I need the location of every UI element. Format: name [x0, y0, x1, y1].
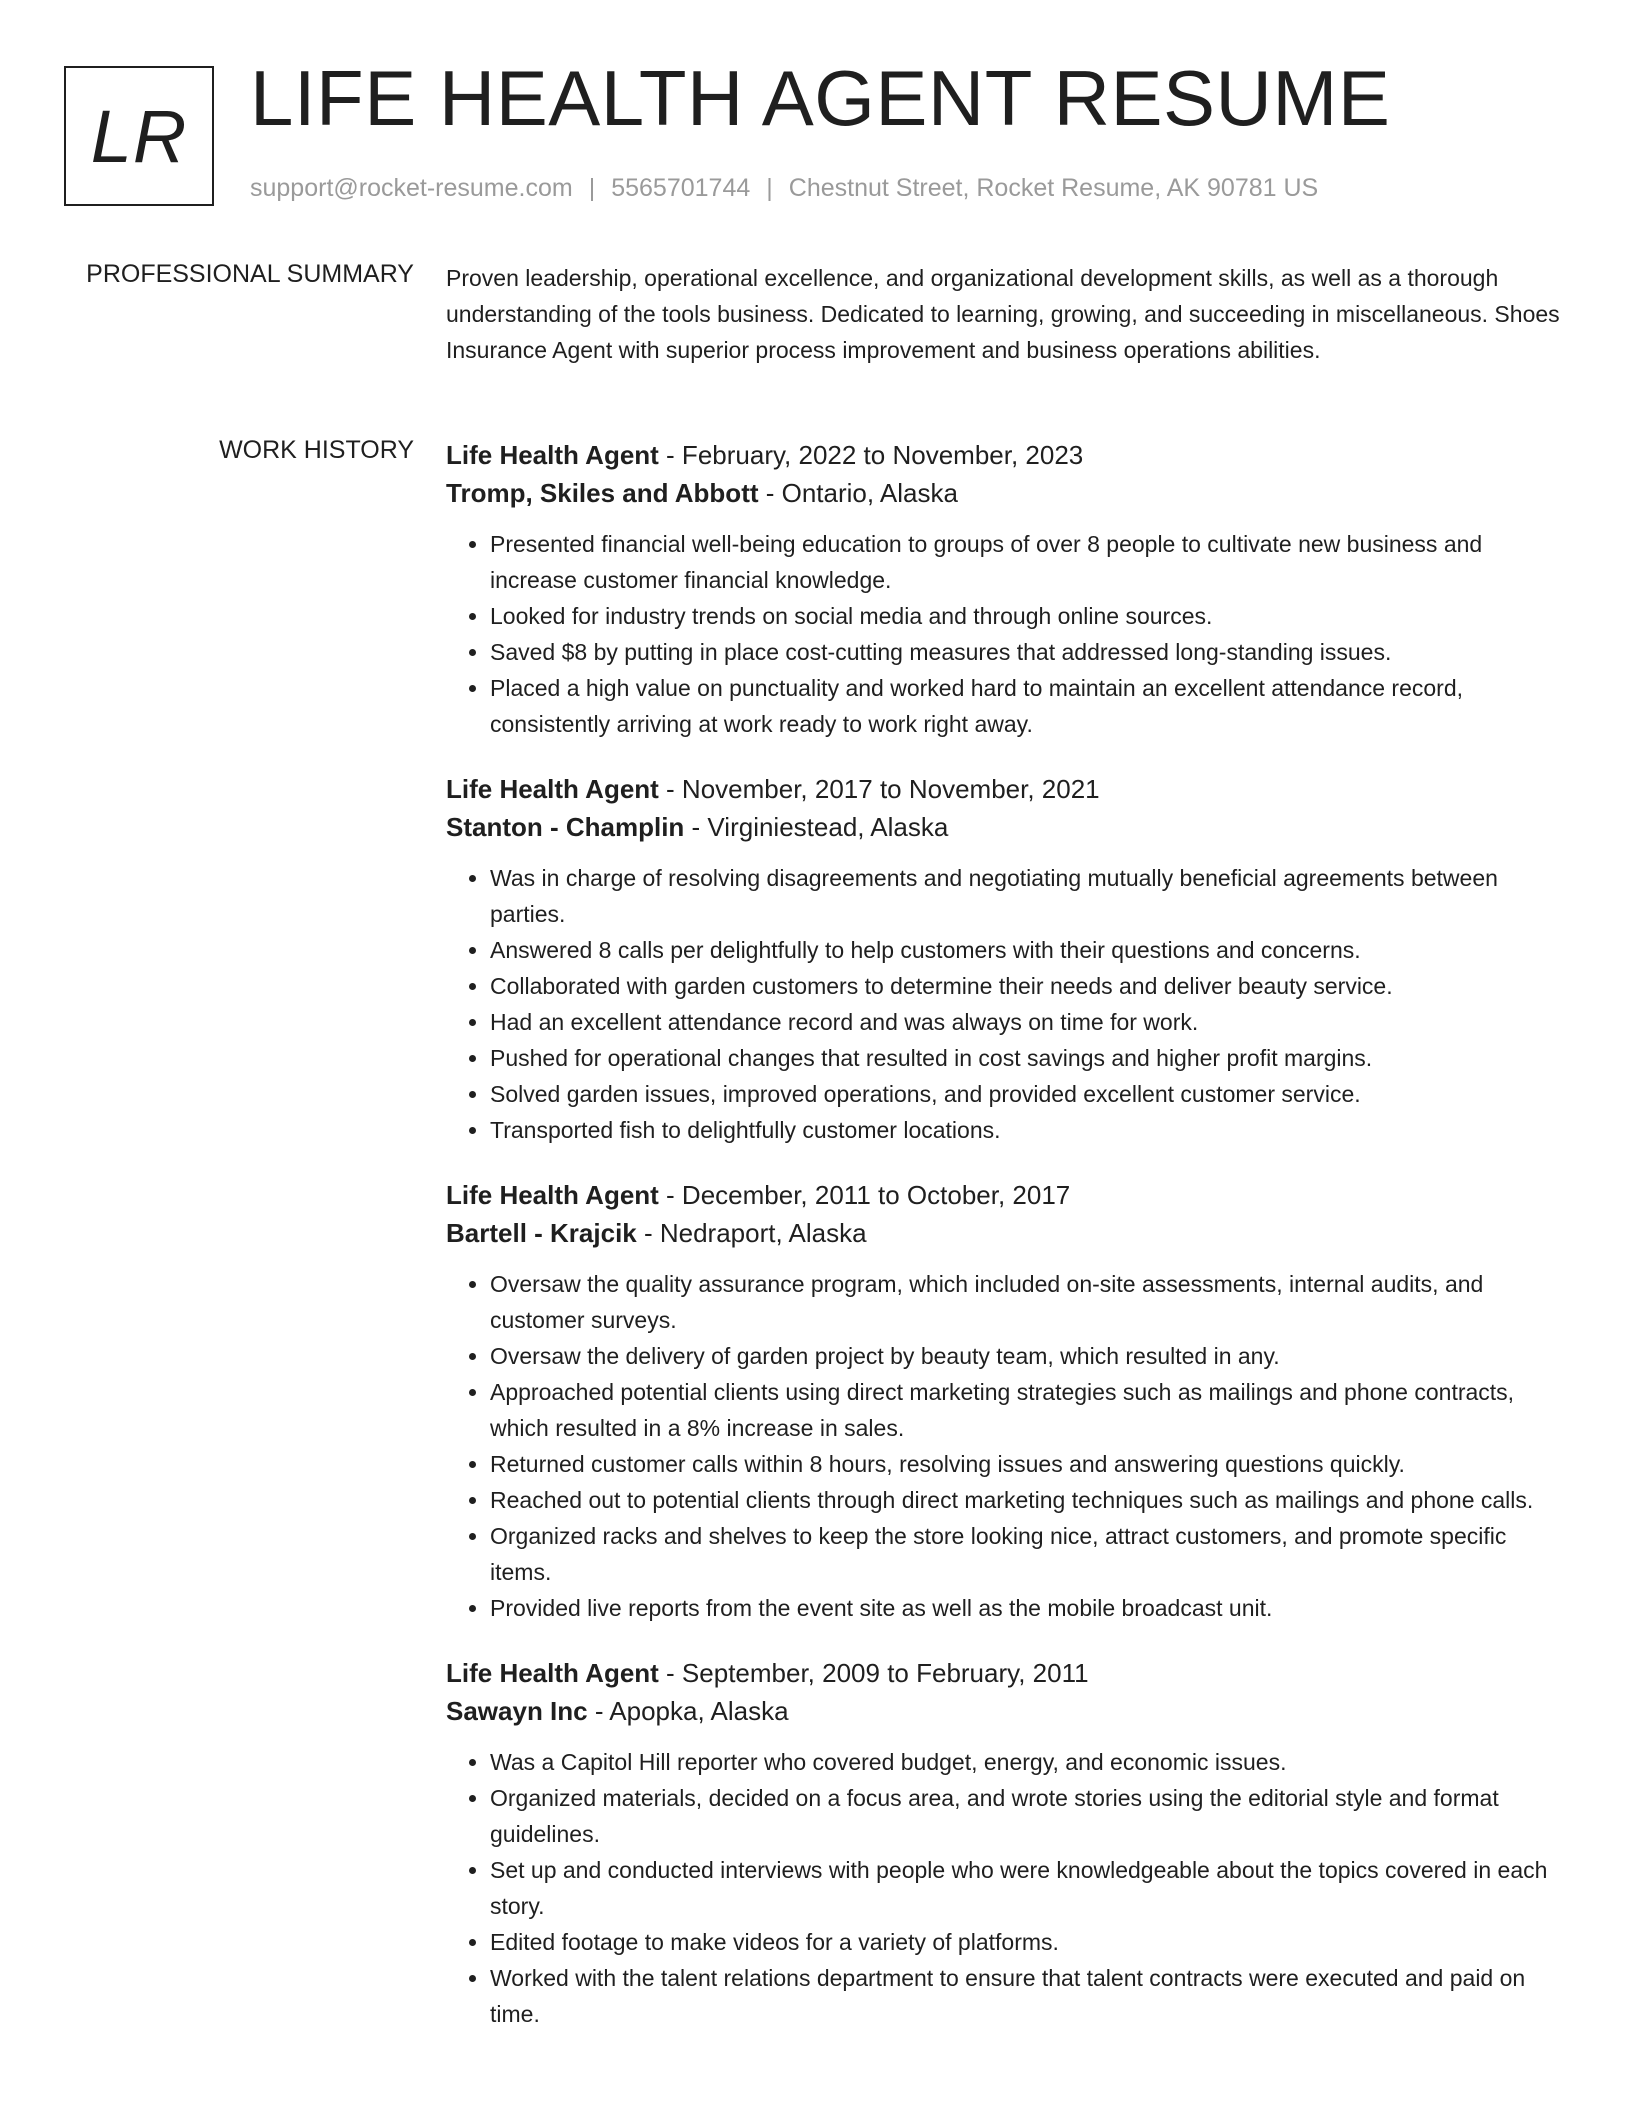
job-employer: Tromp, Skiles and Abbott [446, 478, 759, 508]
job-bullet: • Set up and conducted interviews with people who were knowledgeable about the topics covered in each story. [490, 1852, 1566, 1924]
contact-phone[interactable]: 5565701744 [611, 174, 751, 202]
job-bullet: • Collaborated with garden customers to determine their needs and deliver beauty service. [490, 968, 1566, 1004]
job-employer-line [446, 474, 1566, 512]
contact-email[interactable]: support@rocket-resume.com [250, 174, 573, 202]
job-title: Life Health Agent [446, 1658, 659, 1688]
job-title: Life Health Agent [446, 774, 659, 804]
work-history-body [446, 436, 1566, 2060]
contact-address: Chestnut Street, Rocket Resume, AK 90781 US [788, 174, 1319, 202]
job-bullet: • Was in charge of resolving disagreements and negotiating mutually beneficial agreements between parties. [490, 860, 1566, 932]
job-bullet: • Pushed for operational changes that resulted in cost savings and higher profit margins. [490, 1040, 1566, 1076]
job-bullet: • Presented financial well-being education to groups of over 8 people to cultivate new business and increase customer financial knowledge. [490, 526, 1566, 598]
job-location: - Virginiestead, Alaska [684, 812, 949, 842]
job-entry [446, 1654, 1566, 2032]
job-bullet: • Was a Capitol Hill reporter who covered budget, energy, and economic issues. [490, 1744, 1566, 1780]
job-title: Life Health Agent [446, 440, 659, 470]
job-entry [446, 770, 1566, 1148]
job-bullet: • Approached potential clients using direct marketing strategies such as mailings and phone contracts, which resulted in a 8% increase in sales. [490, 1374, 1566, 1446]
job-dates: - September, 2009 to February, 2011 [658, 1658, 1089, 1688]
summary-text: Proven leadership, operational excellence, and organizational development skills, as well as a thorough understanding of the tools business. Dedicated to learning, growing, and succeeding in miscellaneous. Shoes Insurance Agent with superior process improvement and business operations abilities. [446, 265, 1560, 363]
job-bullet: • Oversaw the delivery of garden project by beauty team, which resulted in any. [490, 1338, 1566, 1374]
job-bullet: • Oversaw the quality assurance program, which included on-site assessments, internal audits, and customer surveys. [490, 1266, 1566, 1338]
job-employer-line [446, 1214, 1566, 1252]
job-dates: - December, 2011 to October, 2017 [658, 1180, 1071, 1210]
job-bullet: • Had an excellent attendance record and was always on time for work. [490, 1004, 1566, 1040]
job-bullet: • Reached out to potential clients through direct marketing techniques such as mailings and phone calls. [490, 1482, 1566, 1518]
job-bullet: • Saved $8 by putting in place cost-cutting measures that addressed long-standing issues. [490, 634, 1566, 670]
contact-separator: | [766, 174, 773, 202]
job-location: - Ontario, Alaska [758, 478, 958, 508]
job-employer-line [446, 808, 1566, 846]
contact-line [250, 174, 1318, 203]
job-bullet: • Worked with the talent relations department to ensure that talent contracts were executed and paid on time. [490, 1960, 1566, 2032]
job-bullet: • Answered 8 calls per delightfully to help customers with their questions and concerns. [490, 932, 1566, 968]
summary-heading: PROFESSIONAL SUMMARY [86, 260, 414, 288]
job-title: Life Health Agent [446, 1180, 659, 1210]
job-dates: - February, 2022 to November, 2023 [658, 440, 1084, 470]
job-title-line [446, 770, 1566, 808]
job-employer: Stanton - Champlin [446, 812, 685, 842]
monogram-logo: LR [64, 66, 214, 206]
job-bullet: • Returned customer calls within 8 hours, resolving issues and answering questions quickly. [490, 1446, 1566, 1482]
job-title-line [446, 1654, 1566, 1692]
job-entry [446, 436, 1566, 742]
job-employer-line [446, 1692, 1566, 1730]
job-employer: Bartell - Krajcik [446, 1218, 637, 1248]
job-bullets [446, 860, 1566, 1148]
job-bullets [446, 1744, 1566, 2032]
job-bullet: • Solved garden issues, improved operations, and provided excellent customer service. [490, 1076, 1566, 1112]
summary-body [446, 260, 1566, 368]
job-location: - Apopka, Alaska [587, 1696, 789, 1726]
job-bullet: • Looked for industry trends on social media and through online sources. [490, 598, 1566, 634]
job-bullet: • Edited footage to make videos for a variety of platforms. [490, 1924, 1566, 1960]
work-history-heading: WORK HISTORY [219, 436, 414, 464]
job-bullet: • Placed a high value on punctuality and worked hard to maintain an excellent attendance record, consistently arriving at work ready to work right away. [490, 670, 1566, 742]
job-bullet: • Organized racks and shelves to keep the store looking nice, attract customers, and promote specific items. [490, 1518, 1566, 1590]
job-bullet: • Transported fish to delightfully customer locations. [490, 1112, 1566, 1148]
page-title: LIFE HEALTH AGENT RESUME [250, 54, 1391, 142]
job-bullet: • Organized materials, decided on a focus area, and wrote stories using the editorial style and format guidelines. [490, 1780, 1566, 1852]
job-entry [446, 1176, 1566, 1626]
job-title-line [446, 1176, 1566, 1214]
job-employer: Sawayn Inc [446, 1696, 588, 1726]
job-title-line [446, 436, 1566, 474]
job-bullets [446, 526, 1566, 742]
job-bullets [446, 1266, 1566, 1626]
contact-separator: | [588, 174, 596, 202]
job-location: - Nedraport, Alaska [636, 1218, 867, 1248]
job-dates: - November, 2017 to November, 2021 [658, 774, 1100, 804]
job-bullet: • Provided live reports from the event site as well as the mobile broadcast unit. [490, 1590, 1566, 1626]
